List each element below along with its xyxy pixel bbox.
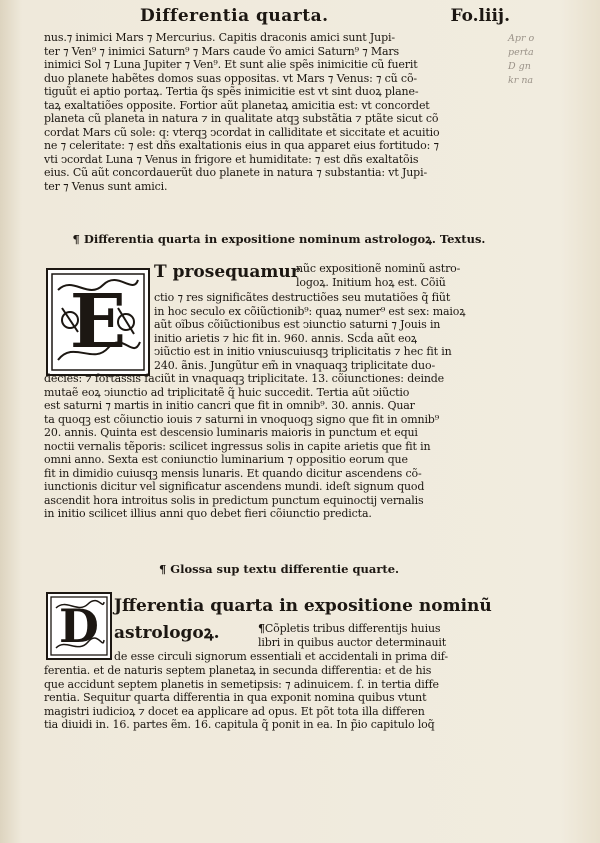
- section-heading-glossa: [44, 562, 514, 576]
- margin-note-line: D gn: [508, 61, 531, 72]
- glossa-tail: [258, 622, 518, 636]
- glossa-heading-line2-row: [114, 620, 220, 643]
- text-line: logoꝝ. Initium hoꝝ est. Cõiũ: [296, 275, 446, 289]
- folio-number: Fo.liij.: [450, 6, 510, 26]
- paragraph-continuation: [44, 31, 514, 194]
- margin-note-line: perta: [508, 47, 534, 58]
- text-line: libri in quibus auctor determinauit: [258, 636, 447, 649]
- text-line: ta quoqꝫ est cõiunctio iouis ⁊ saturni in vnoquoqꝫ signo que fit in omnib⁹: [44, 412, 439, 426]
- text-line: noctii vernalis tẽporis: scilicet ingressus solis in capite arietis que fit in: [44, 439, 431, 453]
- full-width-lines: [44, 372, 514, 521]
- text-line: taꝝ exaltatiões opposite. Fortior aũt planetaꝝ amicitia est: vt concordet: [44, 98, 430, 112]
- text-line: que accidunt septem planetis in semetipsis: ⁊ adinuicem. ſ. in tertia diffe: [44, 677, 439, 691]
- decorated-initial-d: [46, 592, 112, 660]
- section-heading-textus: [44, 232, 514, 247]
- text-line: duo planete habẽtes domos suas oppositas. vt Mars ⁊ Venus: ⁊ cũ cõ-: [44, 71, 417, 85]
- text-line: in hoc seculo ex cõiũctionib⁹: quaꝝ numer⁹ est sex: maioꝝ: [154, 304, 466, 318]
- text-line: aũt oĩbus cõiũctionibus est ↄiunctio saturni ⁊ Jouis in: [154, 318, 441, 332]
- text-line: est saturni ⁊ martis in initio cancri que fit in omnib⁹. 30. annis. Quar: [44, 399, 415, 413]
- glossa-heading-line1: Jfferentia quarta in expositione nominũ: [114, 596, 492, 616]
- text-line: cordat Mars cũ sole: q: vterqꝫ ↄcordat in calliditate et siccitate et acuitio: [44, 125, 440, 139]
- indented-lines: [154, 291, 516, 372]
- glossa-tail-text: Cõpletis tribus differentijs huius: [264, 622, 441, 635]
- section-heading-text: Differentia quarta in expositione nominum astrologoꝝ. Textus.: [83, 232, 486, 246]
- initial-letter: D: [59, 599, 99, 653]
- text-line: vti ↄcordat Luna ⁊ Venus in frigore et humiditate: ⁊ est dñs exaltatõis: [44, 152, 419, 166]
- glossa-indented: [258, 636, 516, 650]
- opening-line: [154, 262, 300, 282]
- text-line: initio arietis ⁊ hic fit in. 960. annis. Scḋa aũt eoꝝ: [154, 331, 418, 345]
- text-line: 240. ãnis. Jungũtur em̃ in vnaquaqꝫ triplicitate duo-: [154, 358, 436, 372]
- handwritten-margin-note: [508, 32, 594, 88]
- text-line: ter ⁊ Ven⁹ ⁊ inimici Saturn⁹ ⁊ Mars caude ṽo amici Saturn⁹ ⁊ Mars: [44, 44, 399, 58]
- text-line: ne ⁊ celeritate: ⁊ est dñs exaltationis eius in qua apparet eius fortitudo: ⁊: [44, 139, 439, 153]
- text-line: ↄiũctio est in initio vniuscuiusqꝫ triplicitatis ⁊ hec fit in: [154, 345, 452, 359]
- text-line: iunctionis dicitur vel significatur ascendens mundi. ideſt signum quod: [44, 480, 425, 494]
- text-line: decies: ⁊ fortassis faciũt in vnaquaqꝫ triplicitate. 13. cõiunctiones: deinde: [44, 372, 444, 385]
- text-line: ctio ⁊ res significãtes destructiões seu mutatiões q̃ fiũt: [154, 291, 451, 304]
- text-line: magistri iudicioꝝ ⁊ docet ea applicare ad opus. Et põt tota illa differen: [44, 704, 425, 718]
- text-line: ter ⁊ Venus sunt amici.: [44, 180, 168, 194]
- text-line: [258, 622, 518, 636]
- paragraph-mark-icon: ¶: [258, 622, 265, 635]
- glossa-indented-2: [114, 650, 516, 664]
- margin-note-line: Apr o: [508, 33, 535, 44]
- glossa-full-lines: [44, 664, 514, 732]
- text-line: tiguũt ei aptio portaꝝ. Tertia q̃s spẽs inimicitie est vt sint duoꝝ plane-: [44, 85, 419, 99]
- glossa-heading-line2: astrologoꝝ.: [114, 623, 220, 643]
- text-line: nũc expositionẽ nominũ astro-: [296, 262, 461, 275]
- text-line: ascendit hora introitus solis in predictum punctum equinoctij vernalis: [44, 493, 424, 507]
- paragraph-mark-icon: ¶: [158, 562, 167, 576]
- text-line: omni anno. Sexta est coniunctio luminarium ⁊ oppositio eorum que: [44, 453, 408, 467]
- text-line: de esse circuli signorum essentiali et accidentali in prima dif-: [114, 650, 448, 663]
- running-head: Differentia quarta.: [140, 6, 329, 26]
- text-line: 20. annis. Quinta est descensio luminaris maioris in punctum et equi: [44, 426, 418, 440]
- text-line: tia diuidi in. 16. partes ẽm. 16. capitula q̃ ponit in ea. In p̃io capitulo loq̃: [44, 718, 435, 732]
- text-line: eius. Cũ aũt concordauerũt duo planete in natura ⁊ substantia: vt Jupi-: [44, 166, 428, 180]
- margin-note-line: kr na: [508, 75, 534, 86]
- page-header: [140, 6, 510, 28]
- text-line: fit in dimidio cuiusqꝫ mensis lunaris. Et quando dicitur ascendens cõ-: [44, 466, 422, 480]
- decorated-initial-e: [46, 268, 150, 376]
- text-line: in initio scilicet illius anni quo debet fieri cõiunctio predicta.: [44, 507, 372, 521]
- text-line: rentia. Sequitur quarta differentia in qua exponit nomina quibus vtunt: [44, 691, 427, 705]
- initial-letter: E: [69, 279, 127, 365]
- section-heading-text: Glossa sup textu differentie quarte.: [170, 562, 400, 576]
- paragraph-mark-icon: ¶: [72, 232, 80, 246]
- opening-tail: [296, 262, 516, 289]
- text-line: planeta cũ planeta in natura ⁊ in qualitate atqꝫ substãtia ⁊ ptãte sicut cõ: [44, 112, 439, 126]
- text-line: nus.⁊ inimici Mars ⁊ Mercurius. Capitis draconis amici sunt Jupi-: [44, 31, 395, 44]
- text-line: ferentia. et de naturis septem planetaꝝ in secunda differentia: et de his: [44, 664, 432, 677]
- text-line: inimici Sol ⁊ Luna Jupiter ⁊ Ven⁹. Et sunt alie spẽs inimicitie cũ fuerit: [44, 58, 418, 72]
- text-line: mutaẽ eoꝝ ↄiunctio ad triplicitatẽ q̃ huic succedit. Tertia aũt ↄiũctio: [44, 385, 410, 399]
- opening-words: T prosequamur: [154, 262, 300, 282]
